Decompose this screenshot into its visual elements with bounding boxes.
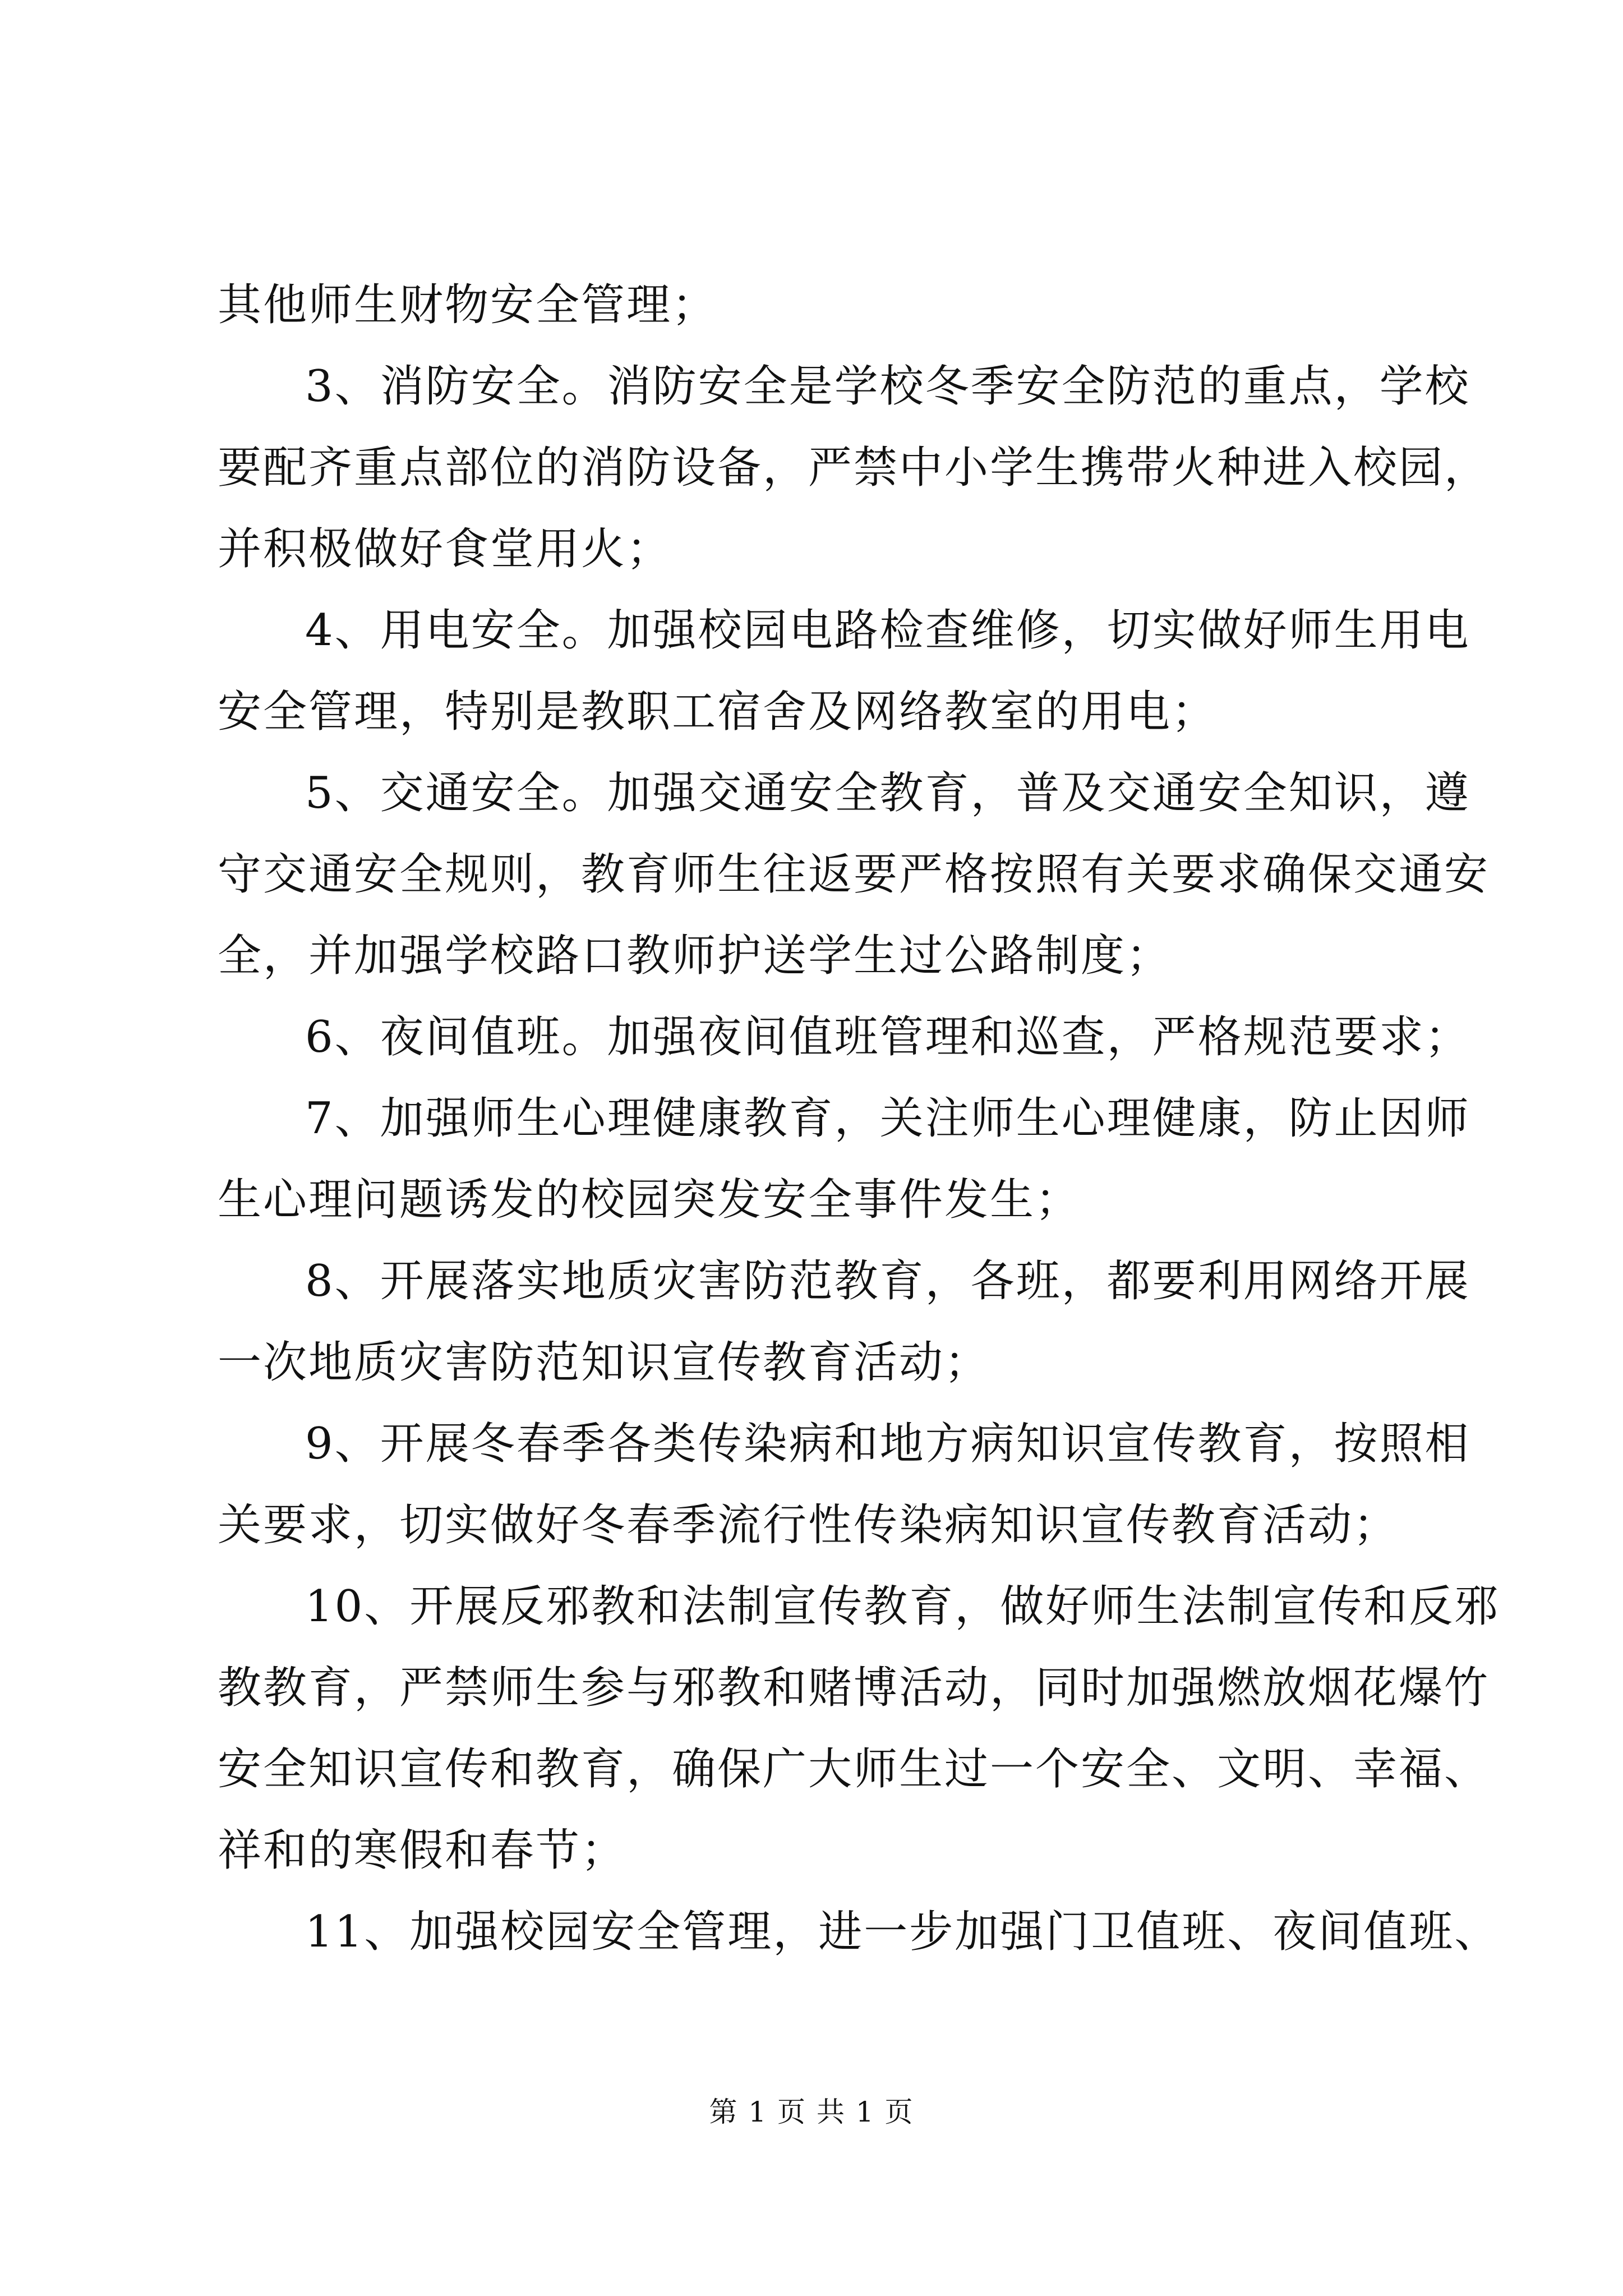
text-line: 教教育，严禁师生参与邪教和赌博活动，同时加强燃放烟花爆竹 bbox=[218, 1663, 1490, 1713]
text-line: 要配齐重点部位的消防设备，严禁中小学生携带火种进入校园， bbox=[218, 443, 1490, 493]
document-body bbox=[218, 265, 1500, 1973]
text-line: 11、加强校园安全管理，进一步加强门卫值班、夜间值班、 bbox=[305, 1907, 1500, 1957]
text-line: 6、夜间值班。加强夜间值班管理和巡查，严格规范要求； bbox=[305, 1012, 1470, 1062]
text-line: 一次地质灾害防范知识宣传教育活动； bbox=[218, 1337, 990, 1388]
text-line: 并积极做好食堂用火； bbox=[218, 524, 672, 574]
text-line: 全，并加强学校路口教师护送学生过公路制度； bbox=[218, 931, 1172, 981]
text-line: 9、开展冬春季各类传染病和地方病知识宣传教育，按照相 bbox=[305, 1419, 1470, 1469]
text-line: 7、加强师生心理健康教育，关注师生心理健康，防止因师 bbox=[305, 1093, 1470, 1144]
text-line: 3、消防安全。消防安全是学校冬季安全防范的重点，学校 bbox=[305, 361, 1470, 412]
text-line: 安全知识宣传和教育，确保广大师生过一个安全、文明、幸福、 bbox=[218, 1744, 1490, 1795]
text-line: 5、交通安全。加强交通安全教育，普及交通安全知识，遵 bbox=[305, 768, 1470, 818]
text-line: 4、用电安全。加强校园电路检查维修，切实做好师生用电 bbox=[305, 605, 1470, 656]
text-line: 守交通安全规则，教育师生往返要严格按照有关要求确保交通安 bbox=[218, 849, 1490, 900]
text-line: 10、开展反邪教和法制宣传教育，做好师生法制宣传和反邪 bbox=[305, 1581, 1500, 1632]
text-line: 祥和的寒假和春节； bbox=[218, 1825, 627, 1876]
text-line: 安全管理，特别是教职工宿舍及网络教室的用电； bbox=[218, 687, 1218, 737]
page-number-footer: 第 1 页 共 1 页 bbox=[709, 2096, 914, 2128]
text-line: 关要求，切实做好冬春季流行性传染病知识宣传教育活动； bbox=[218, 1500, 1399, 1550]
text-line: 生心理问题诱发的校园突发安全事件发生； bbox=[218, 1175, 1081, 1225]
text-line: 8、开展落实地质灾害防范教育，各班，都要利用网络开展 bbox=[305, 1256, 1470, 1306]
text-line: 其他师生财物安全管理； bbox=[218, 280, 718, 330]
